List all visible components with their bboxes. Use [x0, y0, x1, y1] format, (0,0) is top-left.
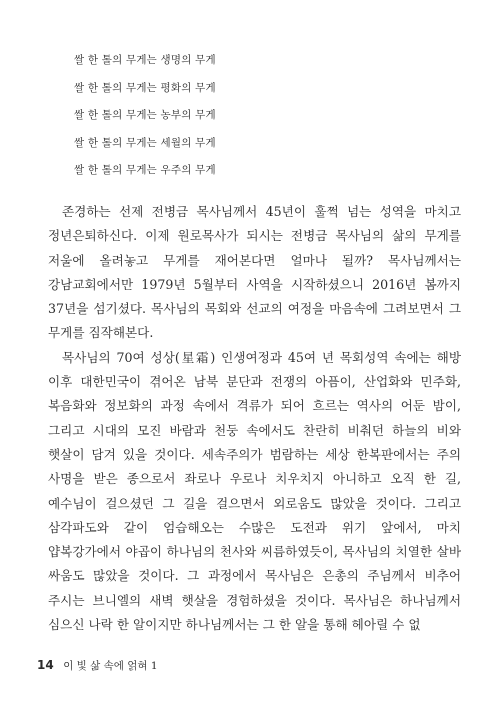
poem-line: 쌀 한 톨의 무게는 농부의 무게 — [74, 109, 216, 121]
poem-line: 쌀 한 톨의 무게는 세월의 무게 — [74, 136, 216, 149]
page-number: 14 — [37, 658, 54, 672]
paragraph: 존경하는 선제 전병금 목사님께서 45년이 훌쩍 넘는 성역을 마치고 정년은퇴하신다. 이제 원로목사가 되시는 전병금 목사님의 삶의 무게를 저울에 올려놓고 무게를 재어본다면 얼마나 될까? 목사님께서는 강남교회에서만 1979년 5월부터 사역을 시작하셨으니 2016년 봄까지 37년을 섬기셨다. 목사님의 목회와 선교의 여정을 마음속에 그려보면서 그 무게를 짐작해본다. — [48, 204, 461, 341]
paragraph: 목사님의 70여 성상(星霜) 인생여정과 45여 년 목회성역 속에는 해방 이후 대한민국이 겪어온 남북 분단과 전쟁의 아픔이, 산업화와 민주화, 복음화와 정보화의 과정 속에서 격류가 되어 흐르는 역사의 어둔 밤이, 그리고 시대의 모진 바람과 천둥 속에서도 찬란히 비춰던 하늘의 비와 햇살이 담겨 있을 것이다. 세속주의가 범람하는 세상 한복판에서는 주의 사명을 받은 종으로서 좌로나 우로나 치우치지 아니하고 오직 한 길, 예수님이 걸으셨던 그 길을 걸으면서 외로움도 많았을 것이다. 그리고 삼각파도와 같이 엄습해오는 수많은 도전과 위기 앞에서, 마치 얍복강가에서 야곱이 하나님의 천사와 씨름하였듯이, 목사님의 치열한 살바 싸움도 많았을 것이다. 그 과정에서 목사님은 은총의 주님께서 비추어 주시는 브니엘의 새벽 햇살을 경험하셨을 것이다. 목사님은 하나님께서 심으신 나락 한 알이지만 하나님께서는 그 한 알을 통해 헤아릴 수 없 — [48, 349, 461, 633]
poem-line: 쌀 한 톨의 무게는 우주의 무게 — [74, 164, 216, 176]
poem-line: 쌀 한 톨의 무게는 평화의 무게 — [74, 81, 216, 94]
poem — [74, 54, 454, 192]
running-title: 이 빛 삶 속에 얽혀 1 — [63, 660, 158, 672]
poem-line: 쌀 한 톨의 무게는 생명의 무게 — [74, 54, 216, 66]
page-footer — [37, 658, 158, 673]
body-text — [48, 200, 461, 637]
